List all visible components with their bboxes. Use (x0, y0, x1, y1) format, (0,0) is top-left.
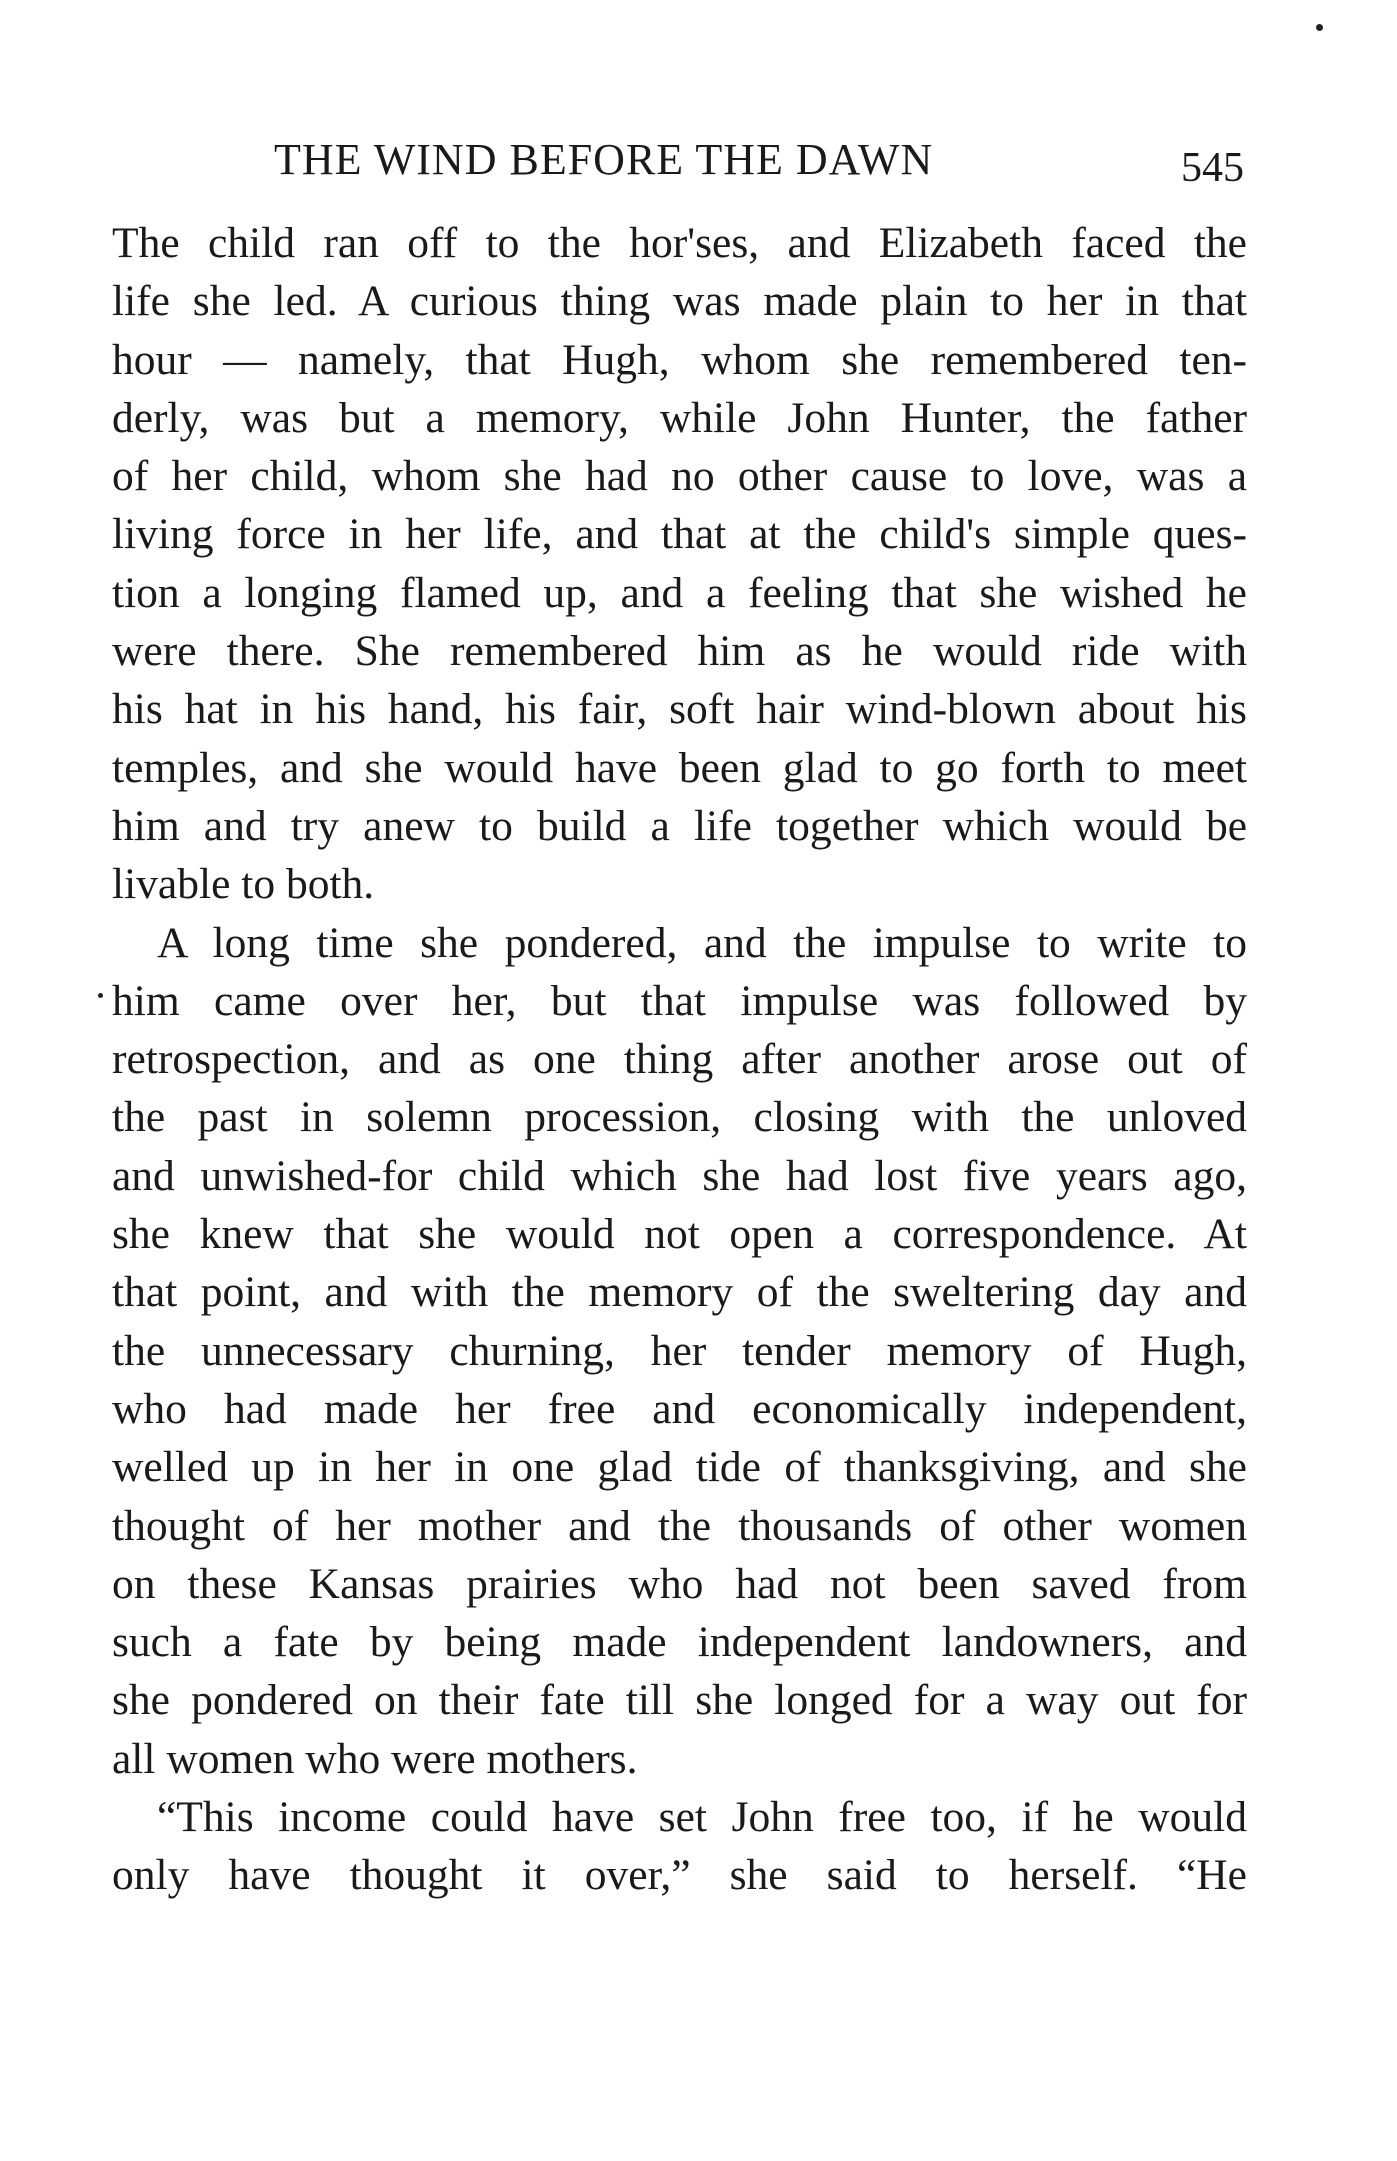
text-line: livable to both. (112, 860, 375, 909)
text-line: life she led. A curious thing was made plain to her in that (112, 277, 1247, 326)
text-line: were there. She remembered him as he would ride with (112, 627, 1247, 676)
text-line: The child ran off to the hor'ses, and Elizabeth faced the (112, 219, 1247, 267)
text-line: and unwished-for child which she had lost five years ago, (112, 1151, 1247, 1200)
text-line: only have thought it over,” she said to herself. “He (112, 1851, 1247, 1900)
text-line: she knew that she would not open a correspondence. At (112, 1210, 1247, 1259)
text-line: hour — namely, that Hugh, whom she remembered ten- (112, 335, 1247, 384)
text-line: living force in her life, and that at the child's simple ques- (112, 510, 1247, 559)
text-line: “This income could have set John free too, if he would (157, 1793, 1247, 1842)
body-text (112, 214, 1247, 1905)
text-line: temples, and she would have been glad to go forth to meet (112, 743, 1247, 792)
ink-speck (98, 993, 103, 998)
page-header (274, 130, 1244, 190)
page-number: 545 (1181, 145, 1244, 191)
text-line: of her child, whom she had no other cause to love, was a (112, 452, 1247, 501)
text-line: that point, and with the memory of the sweltering day and (112, 1268, 1247, 1317)
text-line: who had made her free and economically independent, (112, 1384, 1247, 1433)
text-line: tion a longing flamed up, and a feeling that she wished he (112, 568, 1247, 617)
text-line: the unnecessary churning, her tender memory of Hugh, (112, 1326, 1247, 1375)
text-line: she pondered on their fate till she longed for a way out for (112, 1676, 1247, 1725)
text-line: on these Kansas prairies who had not been saved from (112, 1559, 1247, 1608)
text-line: the past in solemn procession, closing with the unloved (112, 1093, 1247, 1142)
text-line: him and try anew to build a life together which would be (112, 801, 1247, 850)
text-line: derly, was but a memory, while John Hunter, the father (112, 393, 1247, 442)
text-line: all women who were mothers. (112, 1734, 638, 1783)
text-line: A long time she pondered, and the impulse to write to (157, 918, 1247, 967)
ink-speck (1316, 24, 1323, 31)
text-line: thought of her mother and the thousands of other women (112, 1501, 1247, 1550)
text-line: such a fate by being made independent landowners, and (112, 1618, 1247, 1667)
text-line: retrospection, and as one thing after another arose out of (112, 1035, 1247, 1084)
text-line: his hat in his hand, his fair, soft hair wind-blown about his (112, 685, 1247, 734)
text-line: welled up in her in one glad tide of thanksgiving, and she (112, 1443, 1247, 1492)
running-head: THE WIND BEFORE THE DAWN (274, 135, 934, 184)
text-line: him came over her, but that impulse was followed by (112, 976, 1247, 1025)
